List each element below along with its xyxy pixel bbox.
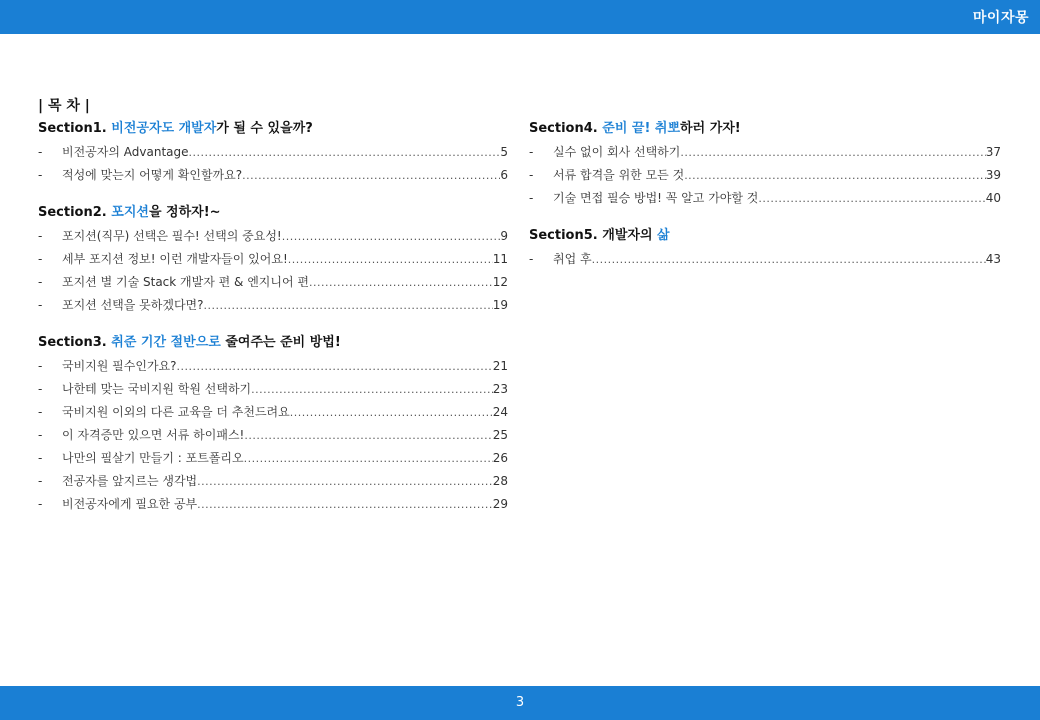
dot-leader — [758, 187, 985, 210]
section-3-prefix: Section3. — [38, 335, 112, 350]
toc-entry-page: 19 — [492, 298, 508, 312]
toc-entry[interactable] — [38, 225, 508, 248]
dash-bullet-icon: - — [529, 168, 534, 182]
dash-bullet-icon: - — [38, 145, 43, 159]
toc-entry-page: 26 — [492, 451, 508, 465]
dot-leader — [204, 294, 493, 317]
dash-bullet-icon: - — [38, 275, 43, 289]
toc-heading: | 목 차 | — [38, 98, 90, 114]
dash-bullet-icon: - — [529, 191, 534, 205]
toc-entry-label: 전공자를 앞지르는 생각법 — [62, 474, 198, 488]
section-2-highlight: 포지션 — [111, 205, 149, 220]
toc-right-column — [529, 119, 1001, 287]
toc-section-4 — [529, 119, 1001, 210]
dot-leader — [242, 164, 500, 187]
dot-leader — [282, 225, 501, 248]
toc-entry-label: 서류 합격을 위한 모든 것 — [553, 168, 685, 182]
section-5-highlight: 삶 — [657, 228, 670, 243]
dot-leader — [680, 141, 985, 164]
toc-entry-label: 취업 후 — [553, 252, 592, 266]
dot-leader — [177, 355, 493, 378]
toc-entry[interactable] — [38, 141, 508, 164]
section-1-prefix: Section1. — [38, 121, 112, 136]
section-1-title — [38, 119, 508, 139]
section-4-prefix: Section4. — [529, 121, 603, 136]
dot-leader — [309, 271, 493, 294]
dash-bullet-icon: - — [529, 145, 534, 159]
toc-entry-page: 29 — [492, 497, 508, 511]
dot-leader — [197, 493, 493, 516]
toc-entry[interactable] — [529, 248, 1001, 271]
section-3-title — [38, 333, 508, 353]
header-bar — [0, 0, 1040, 34]
dash-bullet-icon: - — [38, 428, 43, 442]
toc-entry-label: 비전공자에게 필요한 공부 — [62, 497, 198, 511]
dash-bullet-icon: - — [38, 252, 43, 266]
toc-entry-label: 나만의 필살기 만들기 : 포트폴리오 — [62, 451, 244, 465]
section-4-suffix: 하러 가자! — [680, 121, 741, 136]
dash-bullet-icon: - — [38, 168, 43, 182]
toc-entry-page: 25 — [492, 428, 508, 442]
toc-entry-label: 세부 포지션 정보! 이런 개발자들이 있어요! — [62, 252, 288, 266]
toc-entry-page: 23 — [492, 382, 508, 396]
toc-entry-page: 5 — [500, 145, 508, 159]
toc-entry-page: 24 — [492, 405, 508, 419]
toc-entry[interactable] — [38, 470, 508, 493]
toc-entry[interactable] — [38, 401, 508, 424]
toc-entry-label: 포지션 별 기술 Stack 개발자 편 & 엔지니어 편 — [62, 275, 309, 289]
dash-bullet-icon: - — [38, 451, 43, 465]
dash-bullet-icon: - — [529, 252, 534, 266]
toc-section-3 — [38, 333, 508, 516]
footer-bar — [0, 686, 1040, 720]
toc-section-2 — [38, 203, 508, 317]
toc-entry-page: 28 — [492, 474, 508, 488]
toc-entry[interactable] — [38, 294, 508, 317]
dot-leader — [251, 378, 493, 401]
toc-entry[interactable] — [38, 493, 508, 516]
toc-entry[interactable] — [38, 248, 508, 271]
dot-leader — [592, 248, 986, 271]
toc-entry[interactable] — [38, 424, 508, 447]
section-2-suffix: 을 정하자!~ — [148, 205, 221, 220]
section-5-title — [529, 226, 1001, 246]
dot-leader — [197, 470, 493, 493]
dash-bullet-icon: - — [38, 229, 43, 243]
section-3-suffix: 줄여주는 준비 방법! — [220, 335, 341, 350]
brand-name: 마이자몽 — [972, 10, 1029, 26]
dot-leader — [244, 447, 493, 470]
section-1-suffix: 가 될 수 있을까? — [216, 121, 313, 136]
toc-entry-label: 포지션 선택을 못하겠다면? — [62, 298, 204, 312]
dash-bullet-icon: - — [38, 382, 43, 396]
section-4-title — [529, 119, 1001, 139]
page-number: 3 — [515, 695, 525, 710]
toc-entry[interactable] — [38, 271, 508, 294]
toc-section-5 — [529, 226, 1001, 271]
toc-entry-page: 37 — [985, 145, 1001, 159]
toc-entry-page: 6 — [500, 168, 508, 182]
toc-entry[interactable] — [38, 164, 508, 187]
toc-entry[interactable] — [38, 447, 508, 470]
toc-entry-label: 나한테 맞는 국비지원 학원 선택하기 — [62, 382, 252, 396]
section-2-title — [38, 203, 508, 223]
dash-bullet-icon: - — [38, 405, 43, 419]
toc-entry[interactable] — [38, 378, 508, 401]
toc-entry[interactable] — [38, 355, 508, 378]
toc-entry-label: 포지션(직무) 선택은 필수! 선택의 중요성! — [62, 229, 282, 243]
dot-leader — [288, 248, 493, 271]
toc-entry-label: 국비지원 이외의 다른 교육을 더 추천드려요 — [62, 405, 290, 419]
dash-bullet-icon: - — [38, 497, 43, 511]
toc-section-1 — [38, 119, 508, 187]
toc-entry-page: 21 — [492, 359, 508, 373]
toc-entry-label: 기술 면접 필승 방법! 꼭 알고 가야할 것 — [553, 191, 759, 205]
section-3-highlight: 취준 기간 절반으로 — [111, 335, 221, 350]
toc-entry[interactable] — [529, 187, 1001, 210]
toc-entry-label: 적성에 맞는지 어떻게 확인할까요? — [62, 168, 243, 182]
dash-bullet-icon: - — [38, 298, 43, 312]
toc-entry-label: 실수 없이 회사 선택하기 — [553, 145, 681, 159]
toc-entry-page: 11 — [492, 252, 508, 266]
toc-entry[interactable] — [529, 164, 1001, 187]
section-2-prefix: Section2. — [38, 205, 112, 220]
toc-entry-label: 국비지원 필수인가요? — [62, 359, 177, 373]
section-5-prefix: Section5. — [529, 228, 603, 243]
toc-entry-page: 43 — [985, 252, 1001, 266]
dot-leader — [684, 164, 986, 187]
toc-left-column — [38, 119, 508, 532]
dot-leader — [189, 141, 501, 164]
toc-entry-page: 40 — [985, 191, 1001, 205]
toc-entry-page: 39 — [985, 168, 1001, 182]
dash-bullet-icon: - — [38, 474, 43, 488]
toc-entry-label: 이 자격증만 있으면 서류 하이패스! — [62, 428, 245, 442]
section-5-highlight-pre: 개발자의 — [602, 228, 658, 243]
toc-entry[interactable] — [529, 141, 1001, 164]
section-4-highlight: 준비 끝! 취뽀 — [602, 121, 681, 136]
dot-leader — [290, 401, 493, 424]
toc-entry-page: 9 — [500, 229, 508, 243]
toc-entry-page: 12 — [492, 275, 508, 289]
section-1-highlight: 비전공자도 개발자 — [111, 121, 217, 136]
dash-bullet-icon: - — [38, 359, 43, 373]
toc-entry-label: 비전공자의 Advantage — [62, 145, 189, 159]
dot-leader — [244, 424, 492, 447]
